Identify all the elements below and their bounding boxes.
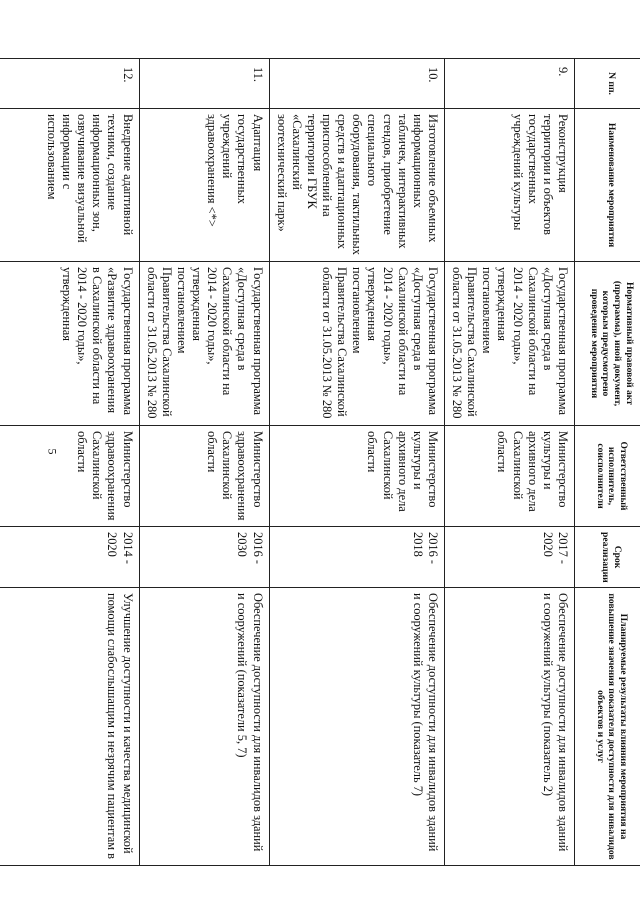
row-act: Государственная программа «Доступная среда в Сахалинской области на 2014 - 2020 годы», утвержденная постановлением Правительства Сахалинской области от 31.05.2013 № 280 xyxy=(139,262,269,426)
row-num: 9. xyxy=(445,59,575,109)
row-result: Улучшение доступности и качества медицинской помощи слабослышащим и незрячим пациентам в xyxy=(0,588,139,866)
header-num: N пп. xyxy=(575,59,640,109)
row-act: Государственная программа «Доступная среда в Сахалинской области на 2014 - 2020 годы», утвержденная постановлением Правительства Сахалинской области от 31.05.2013 № 280 xyxy=(269,262,444,426)
row-executor: Министерство здравоохранения Сахалинской области xyxy=(0,426,139,527)
measures-table xyxy=(0,58,640,866)
header-act: Нормативный правовой акт (программа), иной документ, которым предусмотрено проведение мероприятия xyxy=(575,262,640,426)
table-row xyxy=(139,59,269,866)
row-act: Государственная программа «Развитие здравоохранения в Сахалинской области на 2014 - 2020 годы», утвержденная xyxy=(0,262,139,426)
table-row xyxy=(269,59,444,866)
row-name: Внедрение адаптивной техники, создание информационных зон, озвучивание визуальной информации с использованием xyxy=(0,109,139,262)
table-row xyxy=(0,59,139,866)
row-term: 2017 - 2020 xyxy=(445,527,575,588)
row-name: Изготовление объемных информационных табличек, интерактивных стендов, приобретение специального оборудования, тактильных средств и адаптационных приспособлений на территории ГБУК «Сахалинский зоотехнический парк» xyxy=(269,109,444,262)
row-num: 10. xyxy=(269,59,444,109)
row-name: Адаптация государственных учреждений здравоохранения <*> xyxy=(139,109,269,262)
row-num: 11. xyxy=(139,59,269,109)
rotated-sheet xyxy=(45,58,640,865)
row-result: Обеспечение доступности для инвалидов зданий и сооружений культуры (показатель 2) xyxy=(445,588,575,866)
row-executor: Министерство культуры и архивного дела Сахалинской области xyxy=(269,426,444,527)
document-table-container xyxy=(45,58,640,865)
table-header-row xyxy=(575,59,640,866)
header-name: Наименование мероприятия xyxy=(575,109,640,262)
row-result: Обеспечение доступности для инвалидов зданий и сооружений (показатели 5, 7) xyxy=(139,588,269,866)
row-result: Обеспечение доступности для инвалидов зданий и сооружений культуры (показатель 7) xyxy=(269,588,444,866)
row-term: 2016 - 2018 xyxy=(269,527,444,588)
row-executor: Министерство культуры и архивного дела Сахалинской области xyxy=(445,426,575,527)
table-row xyxy=(445,59,575,866)
row-num: 12. xyxy=(0,59,139,109)
header-result: Планируемые результаты влияния мероприятия на повышение значения показателя доступности для инвалидов объектов и услуг xyxy=(575,588,640,866)
row-act: Государственная программа «Доступная среда в Сахалинской области на 2014 - 2020 годы», утвержденная постановлением Правительства Сахалинской области от 31.05.2013 № 280 xyxy=(445,262,575,426)
row-term: 2014 - 2020 xyxy=(0,527,139,588)
row-executor: Министерство здравоохранения Сахалинской области xyxy=(139,426,269,527)
page-number: 5 xyxy=(45,448,60,455)
row-name: Реконструкция территории и объектов государственных учреждений культуры xyxy=(445,109,575,262)
header-term: Срок реализации xyxy=(575,527,640,588)
header-executor: Ответственный исполнитель, соисполнители xyxy=(575,426,640,527)
row-term: 2016 - 2030 xyxy=(139,527,269,588)
